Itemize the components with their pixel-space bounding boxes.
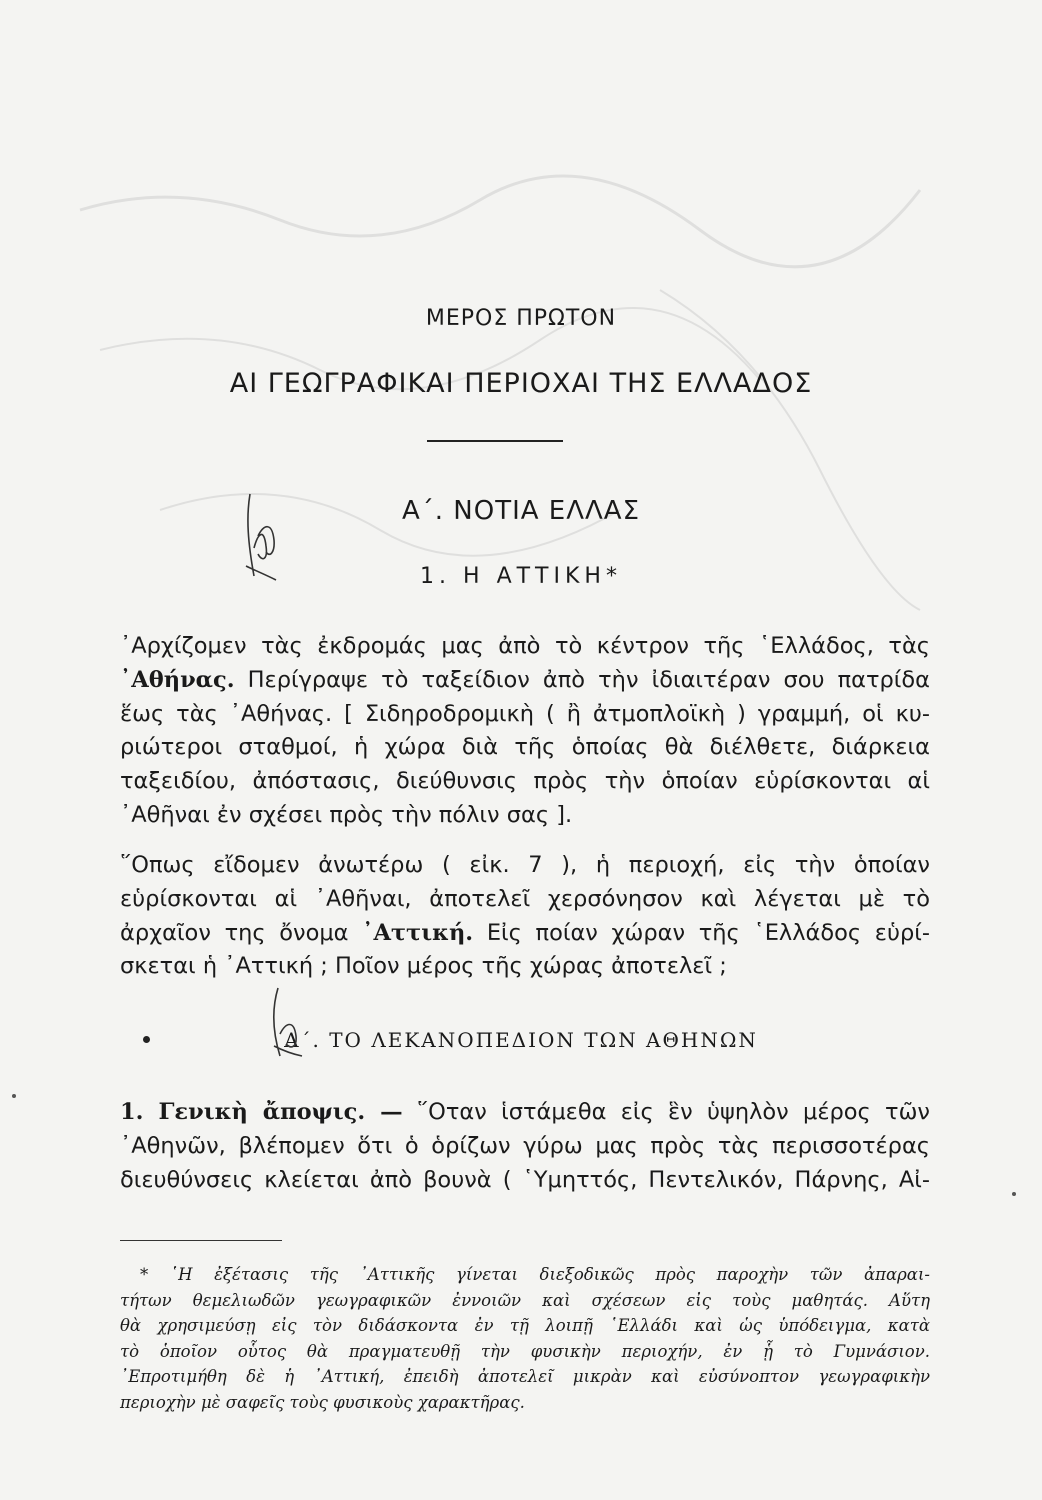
text-line: [120, 664, 930, 698]
text-run: Εἰς ποίαν χώραν τῆς ῾Ελλάδος εὑρί-: [473, 919, 930, 946]
pencil-mark: [228, 488, 288, 583]
text-line: ᾿Επροτιμήθη δὲ ἡ ᾿Αττική, ἐπειδὴ ἀποτελεῖ μικρὰν καὶ εὐσύνοπτον γεωγραφικὴν: [120, 1367, 930, 1386]
footnote-divider: [120, 1240, 282, 1241]
text-line: τήτων θεμελιωδῶν γεωγραφικῶν ἐννοιῶν καὶ σχέσεων εἰς τοὺς μαθητάς. Αὕτη: [120, 1290, 930, 1310]
text-line: [120, 1262, 930, 1288]
basin-heading: Α΄. ΤΟ ΛΕΚΑΝΟΠΕΔΙΟΝ ΤΩΝ ΑΘΗΝΩΝ: [284, 1028, 758, 1052]
text-line: τὸ ὁποῖον οὗτος θὰ πραγματευθῇ τὴν φυσικὴν περιοχήν, ἐν ᾗ τὸ Γυμνάσιον.: [120, 1341, 930, 1361]
text-run: ῾Η ἐξέτασις τῆς ᾿Αττικῆς γίνεται διεξοδικῶς πρὸς παροχὴν τῶν ἀπαραι-: [169, 1265, 930, 1284]
text-line: ῞Οπως εἴδομεν ἀνωτέρω ( εἰκ. 7 ), ἡ περιοχή, εἰς τὴν ὁποίαν: [120, 852, 930, 878]
text-line: ριώτεροι σταθμοί, ἡ χώρα διὰ τῆς ὁποίας θὰ διέλθετε, διάρκεια: [120, 734, 930, 761]
paragraph-general-view: [120, 1096, 930, 1197]
part-title: ΜΕΡΟΣ ΠΡΩΤΟΝ: [425, 306, 617, 331]
text-run: ῞Οταν ἱστάμεθα εἰς ἓν ὑψηλὸν μέρος τῶν: [402, 1099, 930, 1125]
text-run: ἀρχαῖον της ὄνομα: [120, 919, 363, 946]
text-line: [120, 1096, 930, 1130]
bold-term: ᾿Αττική.: [362, 919, 474, 946]
subsection-title: 1. Η ΑΤΤΙΚΗ*: [420, 564, 622, 589]
chapter-title: ΑΙ ΓΕΩΓΡΑΦΙΚΑΙ ΠΕΡΙΟΧΑΙ ΤΗΣ ΕΛΛΑΔΟΣ: [229, 368, 813, 399]
text-line: διευθύνσεις κλείεται ἀπὸ βουνὰ ( ῾Υμηττός, Πεντελικόν, Πάρνης, Αἰ-: [120, 1166, 930, 1193]
text-line: ταξειδίου, ἀπόστασις, διεύθυνσις πρὸς τὴν ὁποίαν εὑρίσκονται αἱ: [120, 768, 930, 795]
text-line: σκεται ἡ ᾿Αττική ; Ποῖον μέρος τῆς χώρας ἀποτελεῖ ;: [120, 953, 727, 980]
pencil-mark: [244, 984, 312, 1060]
section-title: Α΄. ΝΟΤΙΑ ΕΛΛΑΣ: [401, 496, 641, 526]
title-divider: [427, 440, 563, 442]
text-line: περιοχὴν μὲ σαφεῖς τοὺς φυσικοὺς χαρακτῆρας.: [120, 1392, 525, 1412]
text-line: ᾿Αθῆναι ἐν σχέσει πρὸς τὴν πόλιν σας ].: [120, 801, 573, 828]
text-line: θὰ χρησιμεύσῃ εἰς τὸν διδάσκοντα ἐν τῇ λοιπῇ ῾Ελλάδι καὶ ὡς ὑπόδειγμα, κατὰ: [120, 1316, 930, 1335]
bold-term: 1. Γενικὴ ἄποψις. —: [120, 1099, 403, 1125]
text-line: ᾿Αρχίζομεν τὰς ἐκδρομάς μας ἀπὸ τὸ κέντρον τῆς ῾Ελλάδος, τὰς: [120, 633, 930, 659]
paper-speck: [1012, 1192, 1016, 1196]
text-line: ᾿Αθηνῶν, βλέπομεν ὅτι ὁ ὁρίζων γύρω μας πρὸς τὰς περισσοτέρας: [120, 1132, 930, 1159]
paper-speck: [12, 1094, 16, 1098]
text-run: Περίγραψε τὸ ταξείδιον ἀπὸ τὴν ἰδιαιτέραν σου πατρίδα: [234, 666, 930, 693]
bold-term: ᾿Αθήνας.: [120, 666, 235, 693]
paragraph-intro: [120, 630, 930, 833]
footnote: [120, 1262, 930, 1415]
text-line: [120, 917, 930, 951]
footnote-marker: *: [140, 1265, 149, 1284]
text-line: ἕως τὰς ᾿Αθήνας. [ Σιδηροδρομικὴ ( ἢ ἀτμοπλοϊκὴ ) γραμμή, οἱ κυ-: [120, 700, 930, 727]
text-line: εὑρίσκονται αἱ ᾿Αθῆναι, ἀποτελεῖ χερσόνησον καὶ λέγεται μὲ τὸ: [120, 885, 930, 912]
paragraph-attica: [120, 849, 930, 984]
